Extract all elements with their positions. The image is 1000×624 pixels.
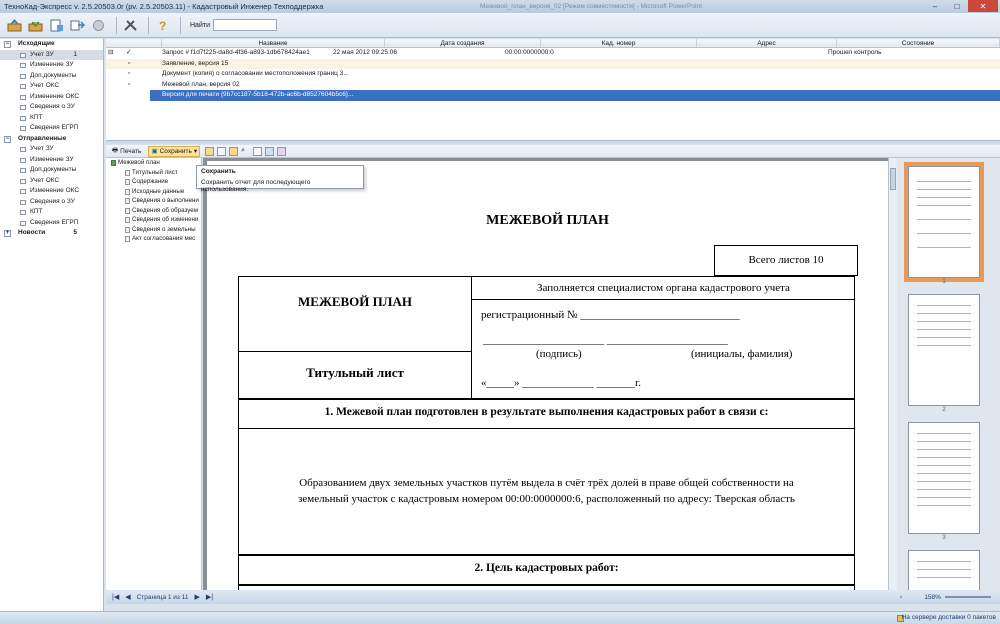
tooltip-title: Сохранить [201, 168, 236, 175]
outline-item[interactable] [106, 225, 201, 235]
tree-item-label: Изменение ЗУ [30, 61, 74, 68]
outline-root-label: Межевой план [118, 159, 160, 166]
registration-number: регистрационный № _____________________________ [481, 309, 740, 321]
document-viewer [203, 158, 895, 590]
search-input[interactable] [213, 19, 277, 31]
page-thumbnails [897, 158, 1000, 590]
grid-header [106, 39, 1000, 48]
tree-group[interactable] [0, 134, 103, 145]
page-navigation-bar [106, 590, 896, 604]
thumbnail-page[interactable] [908, 550, 980, 590]
folder-icon [20, 116, 26, 121]
filled-by-text: Заполняется специалистом органа кадастрового учета [537, 282, 790, 294]
printer-icon: 🖶 [112, 146, 119, 154]
doc-title: МЕЖЕВОЙ ПЛАН [486, 213, 609, 228]
column-address[interactable]: Адрес [697, 39, 837, 47]
cell-date: 22 мая 2012 09:25:06 [333, 49, 398, 56]
signature-lines: ______________________ ______________________ [483, 334, 728, 346]
tree-item-label: Доп.документы [30, 166, 77, 173]
tree-group-label: Отправленные [18, 134, 67, 142]
tree-count: 1 [73, 50, 77, 58]
folder-icon [20, 147, 26, 152]
cell-name: Заявление, версия 15 [162, 59, 229, 67]
print-button[interactable] [110, 146, 143, 157]
expand-icon[interactable]: ⊟ [108, 49, 114, 56]
tree-item-label: Сведения о ЗУ [30, 103, 75, 110]
tree-item[interactable] [0, 155, 103, 166]
page-icon [125, 198, 130, 204]
folder-icon [20, 179, 26, 184]
tree-item-label: Учет ОКС [30, 176, 60, 184]
zoom-level[interactable]: 158% [924, 593, 941, 601]
thumbnail-number: 3 [942, 535, 946, 541]
tree-item-label: Сведения о ЗУ [30, 197, 75, 205]
folder-icon [20, 200, 26, 205]
outline-item[interactable] [106, 215, 201, 225]
print-label: Печать [120, 147, 142, 155]
toolbar-separator [148, 17, 149, 34]
grid-row-request[interactable] [106, 48, 1000, 59]
expand-icon[interactable]: + [5, 230, 10, 236]
tree-item[interactable] [0, 197, 103, 208]
document-scrollbar[interactable] [888, 158, 897, 590]
document-page [207, 161, 888, 590]
maximize-button[interactable]: □ [954, 1, 960, 11]
thumbnail-page[interactable] [908, 166, 980, 278]
background-window-title: Межевой_план_версия_02 [Режим совместимости] - Microsoft PowerPoint [480, 3, 702, 10]
zoom-out-icon[interactable]: ▫ [900, 593, 903, 601]
document-icon: ▫ [128, 70, 131, 77]
single-page-icon[interactable] [253, 147, 262, 156]
page-icon [125, 236, 130, 242]
next-page-icon[interactable]: ▶ [194, 594, 200, 601]
sheets-total: Всего листов 10 [714, 245, 858, 276]
date-line: «_____» _____________ _______г. [481, 377, 642, 389]
cell-cad-number: 00:00:0000000:0 [505, 49, 554, 56]
report-toolbar [106, 145, 1000, 158]
tree-item[interactable] [0, 165, 103, 176]
folder-icon [20, 221, 26, 226]
close-button[interactable]: ✕ [968, 0, 998, 12]
thumbnail-page[interactable] [908, 294, 980, 406]
outline-item-label: Исходные данные [132, 187, 185, 195]
inbox-icon[interactable] [6, 17, 23, 34]
reason-line-1: Образованием двух земельных участков путём выдела в счёт трёх долей в праве общей собственности на [299, 477, 794, 489]
grid-row-statement[interactable] [106, 59, 1000, 70]
find-icon[interactable]: ⌕ [241, 146, 246, 154]
report-icon [111, 160, 116, 166]
tree-item[interactable] [0, 176, 103, 187]
thumbnail-number: 1 [942, 279, 946, 285]
tree-item[interactable] [0, 123, 103, 134]
outline-item[interactable] [106, 168, 201, 178]
folder-icon [20, 189, 26, 194]
scroll-thumb[interactable] [890, 168, 896, 190]
send-icon[interactable] [69, 17, 86, 34]
tree-item-label: КПТ [30, 113, 43, 121]
column-name[interactable]: Название [162, 39, 385, 47]
page-icon [125, 179, 130, 185]
folder-icon [20, 158, 26, 163]
document-icon: ▫ [128, 59, 131, 67]
copy-icon[interactable] [217, 147, 226, 156]
title-bar [0, 0, 1000, 13]
cell-name: Версия для печати {9b7cc187-5b18-472b-ac6b-d8527604b5c6}... [162, 91, 354, 98]
outline-item-label: Сведения об изменени [132, 216, 199, 223]
zoom-slider[interactable] [945, 596, 991, 598]
tree-item-label: Изменение ОКС [30, 92, 80, 100]
folder-icon [20, 53, 26, 58]
title-block-hline [238, 351, 472, 352]
signature-caption: (подпись) [536, 348, 582, 360]
pane-splitter[interactable] [106, 140, 1000, 144]
tree-item[interactable] [0, 186, 103, 197]
tree-item-label: Изменение ЗУ [30, 155, 74, 163]
zoom-page-icon[interactable] [277, 147, 286, 156]
left-header: МЕЖЕВОЙ ПЛАН [298, 294, 412, 309]
folder-icon [20, 126, 26, 131]
folder-icon [20, 168, 26, 173]
folder-icon [20, 105, 26, 110]
recycle-icon[interactable] [90, 17, 107, 34]
tree-count: 5 [73, 229, 77, 236]
reason-line-2: земельный участок с кадастровым номером 00:00:0000000:6, расположенный по адресу: Тверская область [298, 493, 795, 505]
folder-icon [20, 74, 26, 79]
toolbar-separator [116, 17, 117, 34]
tree-item[interactable] [0, 71, 103, 82]
thumbnail-number: 2 [942, 407, 946, 413]
tree-item[interactable] [0, 144, 103, 155]
outline-item[interactable] [106, 196, 201, 206]
tree-group-label: Новости [18, 229, 46, 236]
tree-item[interactable] [0, 102, 103, 113]
title-block-hline [472, 299, 855, 300]
tree-item[interactable] [0, 60, 103, 71]
document-icon: ▫ [128, 80, 131, 88]
page-icon [125, 208, 130, 214]
svg-text:?: ? [159, 18, 167, 32]
save-tooltip [196, 165, 364, 193]
tree-group-label: Исходящие [18, 40, 55, 47]
outline-item[interactable] [106, 177, 201, 187]
page-setup-icon[interactable] [205, 147, 214, 156]
page-indicator: Страница 1 из 11 [136, 593, 189, 601]
tooltip-text: Сохранить отчет для последующего использования. [201, 179, 311, 193]
tree-item-label: Учет ЗУ [30, 145, 54, 152]
tree-group[interactable] [0, 228, 103, 239]
report-outline [106, 158, 202, 590]
tree-item-label: Учет ОКС [30, 82, 60, 89]
outline-item-label: Сведения о земельны [132, 225, 196, 233]
collapse-icon[interactable]: − [5, 135, 10, 142]
initials-caption: (инициалы, фамилия) [691, 348, 793, 360]
tree-item-label: КПТ [30, 208, 43, 215]
column-state[interactable]: Состояние [837, 39, 1000, 47]
tree-item[interactable] [0, 218, 103, 229]
cell-name: Межевой план, версия 02 [162, 80, 240, 88]
export-icon[interactable] [229, 147, 238, 156]
multi-page-icon[interactable] [265, 147, 274, 156]
column-cad-number[interactable]: Кад. номер [541, 39, 697, 47]
tree-item-label: Сведения ЕГРП [30, 218, 79, 226]
last-page-icon[interactable]: ▶| [205, 594, 214, 601]
outline-item[interactable] [106, 206, 201, 216]
grid-row-print-version[interactable] [150, 90, 1000, 101]
tree-item[interactable] [0, 50, 103, 61]
folder-icon [20, 95, 26, 100]
tree-item[interactable] [0, 81, 103, 92]
floppy-icon: ▣ [151, 148, 158, 155]
outline-item-label: Титульный лист [132, 168, 178, 176]
tree-item-label: Учет ЗУ [30, 50, 54, 58]
cell-state: Прошел контроль [828, 49, 882, 56]
outline-item-label: Содержание [132, 178, 169, 185]
outline-item[interactable] [106, 187, 201, 197]
first-page-icon[interactable]: |◀ [112, 594, 120, 601]
cell-name: Документ (копия) о согласовании местоположения границ 3... [162, 70, 349, 77]
page-icon [125, 170, 130, 176]
grid-row-survey-plan[interactable] [106, 80, 1000, 91]
outbox-icon[interactable] [27, 17, 44, 34]
column-date[interactable]: Дата создания [385, 39, 541, 47]
page-icon [125, 217, 130, 223]
save-button[interactable] [148, 146, 200, 157]
zoom-bar [896, 590, 1000, 604]
prev-page-icon[interactable]: ◀ [125, 594, 131, 601]
help-icon[interactable] [154, 17, 171, 34]
save-label: Сохранить [159, 147, 192, 155]
tree-item[interactable] [0, 207, 103, 218]
folder-tree [0, 39, 104, 611]
status-text: На сервере доставки 0 пакетов [901, 614, 996, 621]
folder-icon [20, 84, 26, 89]
status-bar [0, 611, 1000, 624]
outline-root[interactable] [106, 158, 201, 168]
tree-item-label: Сведения ЕГРП [30, 124, 79, 131]
tree-item[interactable] [0, 92, 103, 103]
window-title: ТехноКад-Экспресс v. 2.5.20503.0r (рv. 2.5.20503.11) - Кадастровый Инженер Техподдержка [4, 2, 324, 11]
page-icon [125, 189, 130, 195]
tree-item-label: Изменение ОКС [30, 187, 80, 194]
main-toolbar [0, 13, 1000, 38]
grid-row-approval-copy[interactable] [106, 69, 1000, 80]
search-label: Найти [190, 21, 210, 29]
new-request-icon[interactable] [48, 17, 65, 34]
tree-item[interactable] [0, 113, 103, 124]
outline-item-label: Акт согласования мес [132, 235, 196, 242]
chevron-down-icon[interactable]: ▾ [193, 148, 198, 155]
folder-icon [20, 63, 26, 68]
outline-item[interactable] [106, 234, 201, 244]
cell-name: Запрос # f1d7f225-da8d-4f36-a893-1db678424ae1 [162, 49, 310, 56]
toolbar-separator [180, 17, 181, 34]
outline-item-label: Сведения об образуем [132, 206, 198, 214]
outline-item-label: Сведения о выполнени [132, 197, 199, 204]
requests-grid [106, 39, 1000, 140]
tree-item-label: Доп.документы [30, 71, 77, 79]
section-2-title: 2. Цель кадастровых работ: [474, 562, 619, 574]
minimize-button[interactable]: – [932, 1, 938, 11]
checked-icon: ✓ [126, 49, 132, 56]
window-controls [924, 0, 998, 12]
section-1-title: 1. Межевой план подготовлен в результате выполнения кадастровых работ в связи с: [324, 406, 769, 418]
left-subheader: Титульный лист [306, 365, 404, 380]
section-1-body-box [238, 428, 855, 555]
settings-tools-icon[interactable] [122, 17, 139, 34]
tree-group[interactable] [0, 39, 103, 50]
folder-icon [20, 210, 26, 215]
thumbnail-page[interactable] [908, 422, 980, 534]
page-icon [125, 227, 130, 233]
grid-header-spacer [106, 39, 162, 47]
collapse-icon[interactable]: − [5, 41, 10, 47]
